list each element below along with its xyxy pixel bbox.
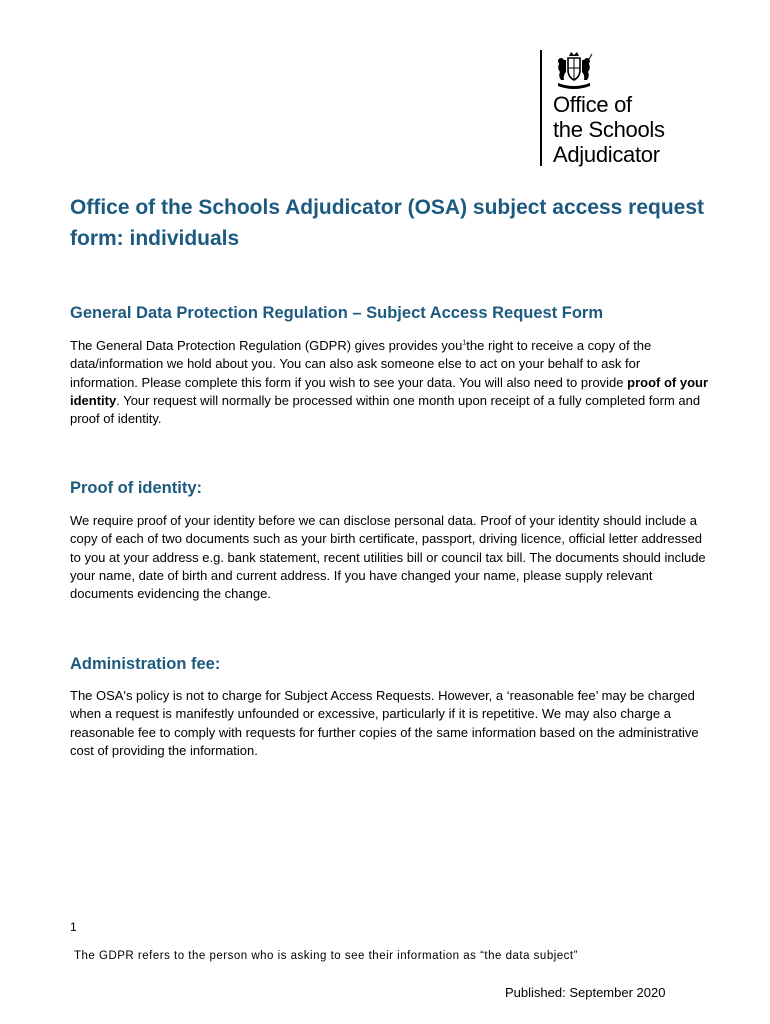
osa-logo [540,50,740,168]
logo-wordmark [553,92,665,167]
gdpr-text-a: The General Data Protection Regulation (GDPR) gives provides you [70,338,463,353]
gdpr-text-c: . Your request will normally be processed within one month upon receipt of a fully completed form and proof of identity. [70,392,701,427]
footnote-reference[interactable]: 1 [462,339,467,347]
logo-line-3: Adjudicator [553,142,660,167]
proof-paragraph: We require proof of your identity before we can disclose personal data. Proof of your identity should include a copy of each of two documents such as your birth certificate, passport, driving licence, official letter addressed to you at your address e.g. bank statement, recent utilities bill or council tax bill. The documents should include your name, date of birth and current address. If you have changed your name, please supply relevant documents evidencing the change. [70,513,706,602]
published-date: Published: September 2020 [505,985,666,1000]
gdpr-paragraph [70,337,710,428]
footnote-text: The GDPR refers to the person who is asking to see their information as “the data subject” [74,950,578,962]
section-heading-fee: Administration fee: [70,655,221,673]
proof-of-identity-emphasis: proof of your identity [70,374,709,408]
footnote-number: 1 [70,920,77,934]
logo-line-2: the Schools [553,117,665,142]
section-heading-proof: Proof of identity: [70,479,202,497]
section-heading-gdpr: General Data Protection Regulation – Subject Access Request Form [70,304,604,322]
page-title: Office of the Schools Adjudicator (OSA) subject access request form: individuals [70,196,705,250]
gdpr-text-b: the right to receive a copy of the data/information we hold about you. You can also ask someone else to act on your behalf to ask for information. Please complete this form if you wish to see your data. You will also need to provide [70,338,652,390]
royal-coat-of-arms-icon [552,50,596,92]
fee-paragraph: The OSA's policy is not to charge for Subject Access Requests. However, a ‘reasonable fee’ may be charged when a request is manifestly unfounded or excessive, particularly if it is repetitive. We may also charge a reasonable fee to comply with requests for further copies of the same information based on the administrative cost of providing the information. [70,688,699,758]
logo-line-1: Office of [553,92,632,117]
logo-divider [540,50,542,166]
